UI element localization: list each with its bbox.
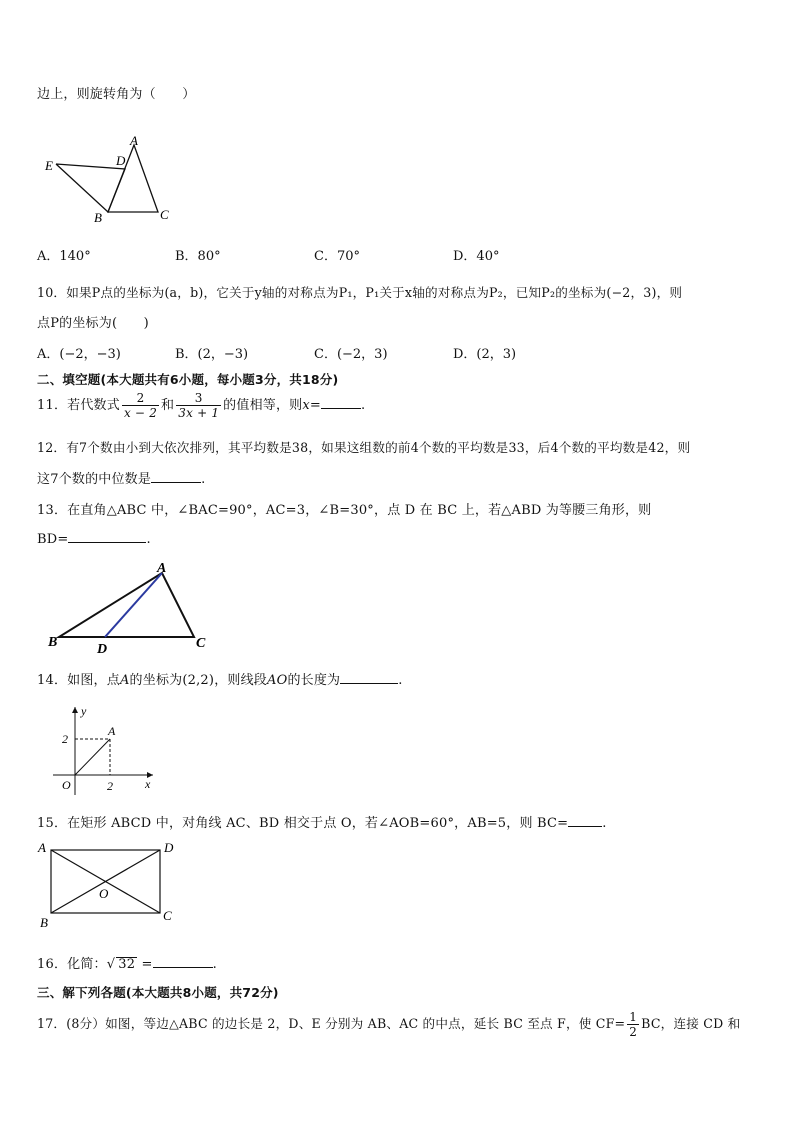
q15-label-b: B [40, 915, 48, 930]
q14-segment: AO [267, 673, 288, 688]
q10-line2: 点P的坐标为( ) [37, 316, 149, 331]
q17-line: 17．(8分）如图，等边△ABC 的边长是 2，D、E 分别为 AB、AC 的中点，延长 BC 至点 F，使 CF= $\frac{1}{2}$ BC，连接 CD 和 [37, 1010, 741, 1039]
q16-sqrt-sign: √ [106, 957, 116, 972]
q13-label-c: C [196, 636, 206, 651]
q14-label-o: O [62, 778, 71, 792]
q9-option-b: B．80° [175, 249, 221, 264]
q11-var: x [302, 398, 310, 413]
q13-line1: 13．在直角△ABC 中，∠BAC=90°，AC=3，∠B=30°，点 D 在 BC 上，若△ABD 为等腰三角形，则 [37, 503, 652, 518]
q15-figure [36, 838, 186, 928]
q11-end: . [361, 398, 366, 413]
q14-label-a: A [108, 724, 116, 738]
q11-eq: = [309, 398, 322, 413]
q14-tick-y: 2 [62, 732, 68, 746]
q9-label-b: B [94, 210, 102, 225]
q14-tick-x: 2 [107, 779, 113, 793]
q9-label-d: D [116, 153, 126, 168]
q14-coord: (2,2) [182, 673, 215, 688]
q13-answer-blank[interactable] [68, 530, 146, 543]
q16-line: 16．化简：√ 32 = . [37, 957, 217, 972]
q11-answer-blank[interactable] [321, 396, 361, 409]
q14-line: 14．如图，点A的坐标为(2,2)，则线段AO的长度为 . [37, 673, 403, 688]
q15-label-a: A [38, 840, 46, 855]
q13-label-a: A [157, 561, 167, 576]
q16-radicand: 32 [118, 957, 136, 972]
q10-option-b: B．(2，−3) [175, 347, 249, 362]
q9-label-e: E [45, 158, 53, 173]
q13-label-b: B [48, 635, 58, 650]
q17-fraction: $\frac{1}{2}$ [629, 1010, 638, 1039]
q9-option-c: C．70° [314, 249, 360, 264]
q12-line1: 12．有7个数由小到大依次排列，其平均数是38，如果这组数的前4个数的平均数是33，后4个数的平均数是42，则 [37, 440, 691, 455]
q10-line1: 10．如果P点的坐标为(a，b)，它关于y轴的对称点为P₁，P₁关于x轴的对称点为P₂，已知P₂的坐标为(−2，3)，则 [37, 285, 683, 300]
q14-axis-x: x [145, 777, 151, 791]
q14-figure [48, 703, 168, 798]
q15-answer-blank[interactable] [568, 814, 602, 827]
q9-label-c: C [160, 207, 169, 222]
q14-axis-y: y [81, 704, 87, 718]
q9-option-d: D．40° [453, 249, 500, 264]
q11-line [37, 391, 365, 420]
q13-figure [45, 563, 225, 658]
q13-label-d: D [97, 642, 108, 657]
q11-and: 和 [161, 398, 175, 413]
q11-prefix: 11．若代数式 [37, 398, 120, 413]
q12-line2: 这7个数的中位数是 . [37, 472, 206, 487]
q13-line2: BD= . [37, 532, 151, 547]
q11-fraction-1: $\frac{2}{x - 2}$ [123, 391, 158, 420]
q9-option-a: A．140° [37, 249, 91, 264]
q9-label-a: A [130, 133, 138, 148]
q10-option-a: A．(−2，−3) [37, 347, 121, 362]
q10-option-c: C．(−2，3) [314, 347, 388, 362]
q15-line: 15．在矩形 ABCD 中，对角线 AC、BD 相交于点 O，若∠AOB=60°，AB=5，则 BC= . [37, 816, 607, 831]
q12-answer-blank[interactable] [151, 470, 201, 483]
q9-figure [40, 133, 190, 223]
q9-text: 边上，则旋转角为（ ） [37, 87, 196, 102]
q11-suffix: 的值相等，则 [223, 398, 303, 413]
q15-label-o: O [99, 886, 109, 901]
q16-answer-blank[interactable] [153, 955, 213, 968]
section-3-heading: 三、解下列各题(本大题共8小题，共72分) [37, 985, 279, 1000]
q14-point-a: A [119, 673, 130, 688]
q14-answer-blank[interactable] [340, 671, 398, 684]
section-2-heading: 二、填空题(本大题共有6小题，每小题3分，共18分) [37, 372, 339, 387]
q15-label-d: D [164, 840, 174, 855]
q10-option-d: D．(2，3) [453, 347, 517, 362]
q15-label-c: C [163, 908, 172, 923]
q11-fraction-2: $\frac{3}{3x + 1}$ [178, 391, 220, 420]
